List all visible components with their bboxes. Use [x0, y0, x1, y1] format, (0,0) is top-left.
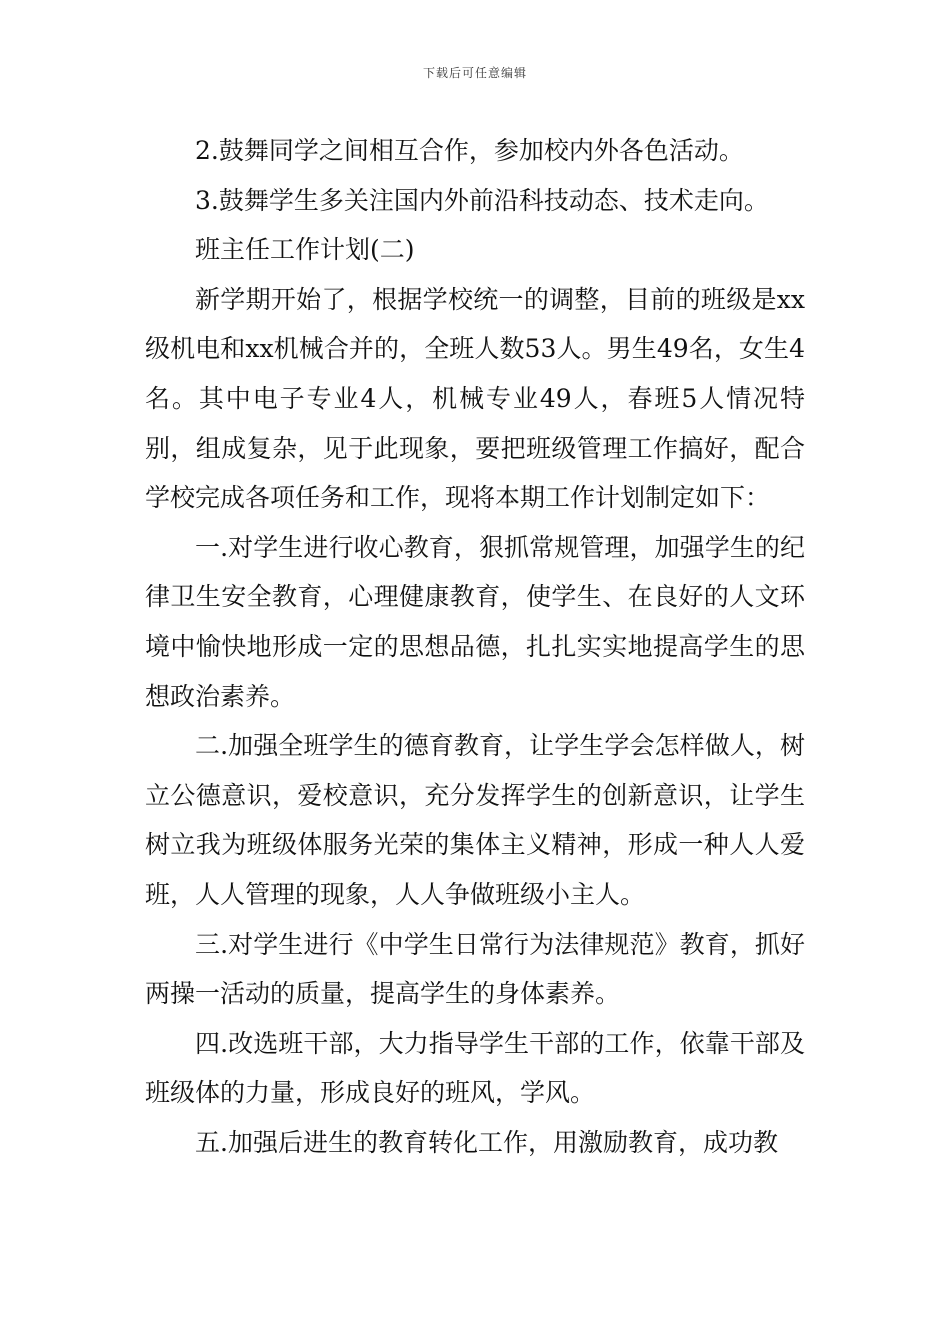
section-heading: 班主任工作计划(二) [195, 235, 415, 265]
paragraph-point-1: 一.对学生进行收心教育，狠抓常规管理，加强学生的纪律卫生安全教育，心理健康教育，使学生、在良好的人文环境中愉快地形成一定的思想品德，扎扎实实地提高学生的思想政治素养。 [145, 532, 805, 711]
paragraph-intro: 新学期开始了，根据学校统一的调整，目前的班级是xx级机电和xx机械合并的，全班人数53人。男生49名，女生4名。其中电子专业4人，机械专业49人，春班5人情况特别，组成复杂，见于此现象，要把班级管理工作搞好，配合学校完成各项任务和工作，现将本期工作计划制定如下： [145, 284, 805, 513]
paragraph-item-2: 2.鼓舞同学之间相互合作，参加校内外各色活动。 [195, 136, 744, 165]
paragraph-point-2: 二.加强全班学生的德育教育，让学生学会怎样做人，树立公德意识，爱校意识，充分发挥学生的创新意识，让学生树立我为班级体服务光荣的集体主义精神，形成一种人人爱班，人人管理的现象，人人争做班级小主人。 [145, 731, 805, 909]
paragraph-point-3: 三.对学生进行《中学生日常行为法律规范》教育，抓好两操一活动的质量，提高学生的身体素养。 [145, 929, 805, 1009]
page-header-note: 下载后可任意编辑 [422, 66, 527, 80]
document-body [145, 126, 805, 1167]
paragraph-point-4: 四.改选班干部，大力指导学生干部的工作，依靠干部及班级体的力量，形成良好的班风，学风。 [145, 1028, 805, 1108]
paragraph-point-5: 五.加强后进生的教育转化工作，用激励教育，成功教 [195, 1127, 778, 1157]
paragraph-item-3: 3.鼓舞学生多关注国内外前沿科技动态、技术走向。 [195, 185, 769, 215]
